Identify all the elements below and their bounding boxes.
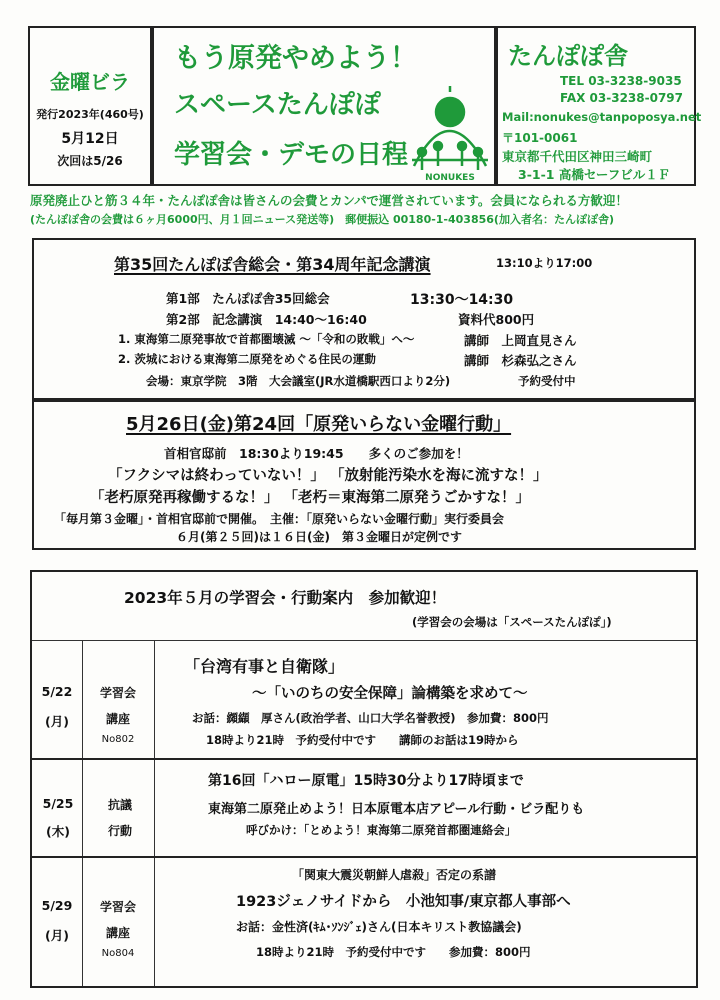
row3-type1: 学習会 (99, 900, 136, 914)
row3-number: No804 (101, 948, 135, 959)
event1-talk1: 1. 東海第二原発事故で首都圏壊滅 ～「令和の敗戦」へ～ (118, 332, 415, 346)
row-divider (32, 640, 696, 641)
schedule-table (30, 570, 698, 988)
row2-subtitle: 東海第二原発止めよう！日本原電本店アピール行動・ビラ配りも (208, 802, 585, 817)
headline-line1: もう原発やめよう！ (174, 43, 417, 74)
row2-date: 5/25 (42, 796, 74, 811)
issue-number: 発行2023年(460号) (36, 108, 144, 121)
event1-part1-time: 13:30～14:30 (410, 292, 514, 308)
address-line2: 3-1-1 高橋セーフビル１Ｆ (518, 167, 671, 182)
row2-type2: 行動 (107, 824, 132, 838)
row1-day: (月) (45, 714, 69, 729)
headline-box (152, 26, 496, 186)
row1-subtitle: ～「いのちの安全保障」論構築を求めて～ (252, 686, 528, 702)
organization-box (496, 26, 702, 186)
event1-venue: 会場：東京学院 3階 大会議室(JR水道橋駅西口より2分) (146, 374, 451, 388)
event2-line5: ６月(第２５回)は１６日(金) 第３金曜日が定例です (176, 530, 462, 544)
headline-line3: 学習会・デモの日程 (174, 140, 409, 170)
row1-number: No802 (101, 734, 135, 745)
row2-caller: 呼びかけ：「とめよう！東海第二原発首都圏連絡会」 (246, 823, 517, 837)
schedule-row-2 (30, 758, 698, 858)
event1-title: 第35回たんぽぽ舎総会・第34周年記念講演 (114, 255, 431, 274)
issue-date: 5月12日 (61, 131, 119, 147)
event1-talk2-speaker: 講師 杉森弘之さん (464, 353, 577, 368)
row3-speaker: お話：金性済(ｷﾑ･ｿﾝｼﾞｪ)さん(日本キリスト教協議会) (236, 920, 522, 934)
event1-talk2: 2. 茨城における東海第二原発をめぐる住民の運動 (118, 352, 376, 366)
schedule-title: 2023年５月の学習会・行動案内 参加歓迎！ (124, 589, 447, 607)
row1-type1: 学習会 (99, 686, 136, 700)
general-meeting-box (32, 238, 696, 400)
row1-title: 「台湾有事と自衛隊」 (184, 657, 345, 676)
row3-title: 1923ジェノサイドから 小池知事/東京都人事部へ (236, 894, 571, 910)
row1-type2: 講座 (105, 712, 130, 726)
event1-fee: 資料代800円 (458, 312, 535, 327)
headline-line2: スペースたんぽぽ (174, 90, 381, 120)
event2-line1: 首相官邸前 18:30より19:45 多くのご参加を！ (164, 446, 469, 461)
schedule-subtitle: (学習会の会場は「スペースたんぽぽ」) (412, 615, 612, 629)
event2-line2: 「フクシマは終わっていない！」 「放射能汚染水を海に流すな！」 (108, 468, 548, 484)
row1-speaker: お話：纐纈 厚さん(政治学者、山口大学名誉教授) 参加費：800円 (192, 711, 549, 725)
friday-action-box (32, 400, 696, 550)
flyer-title: 金曜ビラ (50, 70, 130, 94)
row3-day: (月) (45, 928, 69, 943)
event1-time: 13:10より17:00 (496, 256, 593, 270)
email-address: Mail:nonukes@tanpoposya.net (502, 110, 702, 124)
row3-title-small: 「関東大震災朝鮮人虐殺」否定の系譜 (292, 868, 497, 882)
row3-date: 5/29 (41, 898, 73, 913)
membership-fee-notice: (たんぽぽ舎の会費は６ヶ月6000円、月１回ニュース発送等) 郵便振込 00180-1-403856(加入者名：たんぽぽ舎) (30, 213, 614, 226)
event1-talk1-speaker: 講師 上岡直見さん (464, 333, 577, 348)
event2-title: 5月26日(金)第24回「原発いらない金曜行動」 (126, 414, 512, 435)
event1-part1: 第1部 たんぽぽ舎35回総会 (166, 291, 330, 306)
row3-type2: 講座 (105, 926, 130, 940)
row1-time: 18時より21時 予約受付中です 講師のお話は19時から (206, 733, 519, 747)
row3-time: 18時より21時 予約受付中です 参加費：800円 (256, 945, 531, 959)
postal-code: 〒101-0061 (502, 131, 578, 145)
row2-type1: 抗議 (107, 798, 132, 812)
tel-number: TEL 03-3238-9035 (560, 74, 682, 88)
issue-info-box (28, 26, 152, 186)
event2-line3: 「老朽原発再稼働するな！」 「老朽＝東海第二原発うごかすな！」 (90, 490, 531, 506)
membership-notice: 原発廃止ひと筋３４年・たんぽぽ舎は皆さんの会費とカンパで運営されています。会員になられる方歓迎！ (30, 193, 628, 208)
row1-date: 5/22 (41, 684, 73, 699)
event1-reserve: 予約受付中 (518, 374, 576, 388)
row2-day: (木) (46, 824, 70, 839)
fax-number: FAX 03-3238-0797 (560, 91, 683, 105)
nonukes-logo-icon (404, 86, 494, 182)
organization-name: たんぽぽ舎 (508, 42, 628, 70)
next-issue: 次回は5/26 (57, 154, 123, 168)
address-line1: 東京都千代田区神田三崎町 (502, 149, 653, 164)
row2-title: 第16回「ハロー原電」15時30分より17時頃まで (208, 773, 524, 789)
event1-part2: 第2部 記念講演 14:40～16:40 (166, 312, 367, 327)
logo-text: NONUKES (425, 173, 475, 182)
event2-line4: 「毎月第３金曜」・首相官邸前で開催。 主催：「原発いらない金曜行動」実行委員会 (54, 512, 505, 526)
